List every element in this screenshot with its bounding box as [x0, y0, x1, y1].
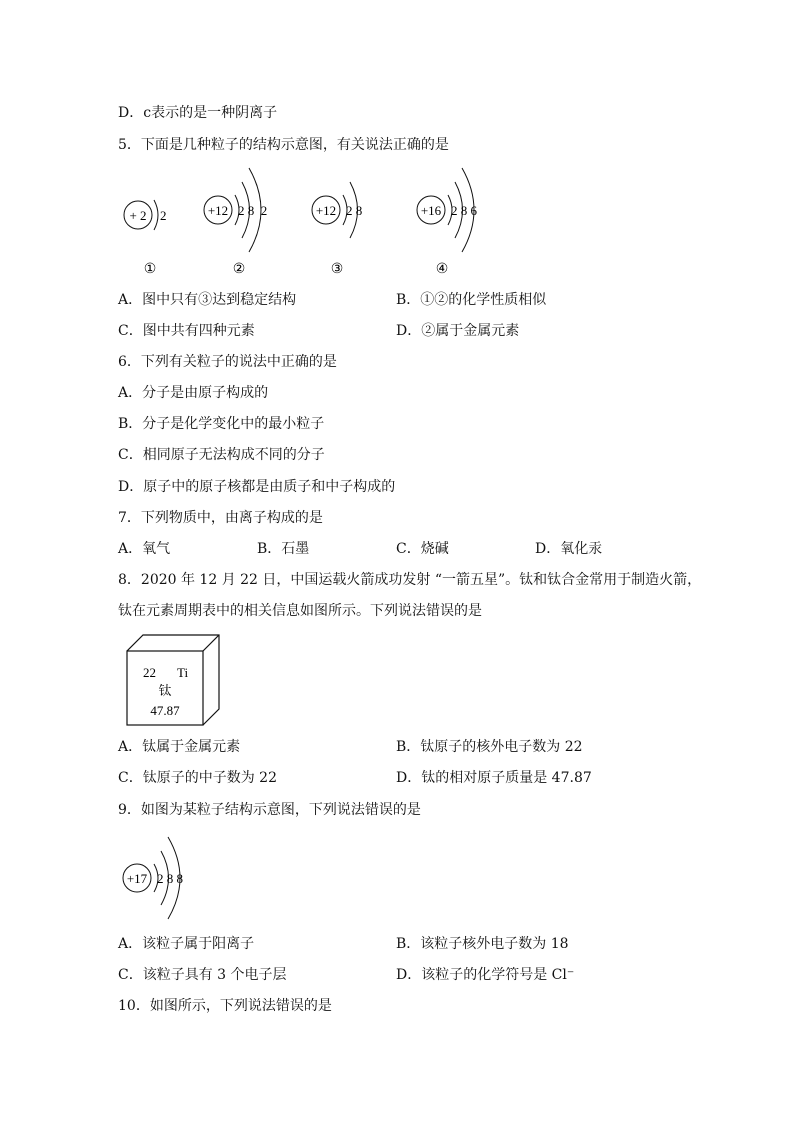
- q7-option-b: B．石墨: [257, 541, 310, 557]
- q10-stem: 10．如图所示，下列说法错误的是: [118, 998, 332, 1014]
- atom-diagram-4: [417, 168, 478, 277]
- q7-options: [118, 540, 718, 558]
- q6-option-a: A．分子是由原子构成的: [118, 385, 269, 401]
- q5-stem: 5．下面是几种粒子的结构示意图，有关说法正确的是: [118, 137, 449, 153]
- element-atomic-number: 22: [143, 665, 156, 680]
- q5-atom-diagrams: [118, 162, 498, 282]
- q8-option-a: A．钛属于金属元素: [118, 739, 241, 755]
- q6-option-b: B．分子是化学变化中的最小粒子: [118, 416, 325, 432]
- element-symbol: Ti: [177, 665, 189, 680]
- atom-4-label: ④: [435, 262, 449, 277]
- q6-stem: 6．下列有关粒子的说法中正确的是: [118, 354, 337, 370]
- element-name: 钛: [158, 683, 172, 698]
- q8-stem-line-2: 钛在元素周期表中的相关信息如图所示。下列说法错误的是: [118, 603, 482, 619]
- q9-option-c: C．该粒子具有 3 个电子层: [118, 967, 287, 983]
- atom-diagram-2: [204, 168, 267, 277]
- q7-stem: 7．下列物质中，由离子构成的是: [118, 510, 323, 526]
- q5-option-a: A．图中只有③达到稳定结构: [118, 292, 297, 308]
- q9-atom-diagram: [118, 830, 208, 926]
- atom-4-electrons: 2 8 6: [451, 203, 477, 218]
- atom-2-nucleus: +12: [207, 203, 229, 218]
- atom-3-label: ③: [330, 262, 344, 277]
- atom-diagram-3: [312, 182, 362, 277]
- atom-4-nucleus: +16: [420, 203, 442, 218]
- q9-option-a: A．该粒子属于阳离子: [118, 936, 255, 952]
- q9-option-d: D．该粒子的化学符号是 Cl⁻: [396, 967, 575, 983]
- q7-option-a: A．氧气: [118, 541, 171, 557]
- q7-option-c: C．烧碱: [396, 541, 449, 557]
- q4-option-d: D．c表示的是一种阴离子: [118, 105, 278, 121]
- q6-option-d: D．原子中的原子核都是由质子和中子构成的: [118, 479, 396, 495]
- atom-3-nucleus: +12: [315, 203, 337, 218]
- atom-1-label: ①: [143, 262, 157, 277]
- atom-2-label: ②: [232, 262, 246, 277]
- atom-1-nucleus: + 2: [129, 208, 147, 223]
- q5-option-b: B．①②的化学性质相似: [396, 292, 547, 308]
- atom-1-electrons: 2: [160, 208, 167, 223]
- q6-option-c: C．相同原子无法构成不同的分子: [118, 447, 325, 463]
- q8-option-b: B．钛原子的核外电子数为 22: [396, 739, 583, 755]
- q7-option-d: D．氧化汞: [535, 541, 603, 557]
- atom-diagram-1: [124, 200, 167, 277]
- q5-option-d: D．②属于金属元素: [396, 323, 520, 339]
- q9-stem: 9．如图为某粒子结构示意图，下列说法错误的是: [118, 802, 421, 818]
- element-mass: 47.87: [150, 703, 180, 718]
- q8-stem-line-1: 8．2020 年 12 月 22 日，中国运载火箭成功发射 “一箭五星”。钛和钛合金常用于制造火箭，: [118, 572, 702, 588]
- q9-atom-electrons: 2 8 8: [157, 871, 183, 886]
- element-card: [124, 632, 224, 728]
- q9-option-b: B．该粒子核外电子数为 18: [396, 936, 569, 952]
- q9-atom-nucleus: +17: [126, 871, 148, 886]
- q8-option-d: D．钛的相对原子质量是 47.87: [396, 770, 592, 786]
- q8-option-c: C．钛原子的中子数为 22: [118, 770, 277, 786]
- atom-3-electrons: 2 8: [346, 203, 363, 218]
- q5-option-c: C．图中共有四种元素: [118, 323, 255, 339]
- atom-2-electrons: 2 8 2: [238, 203, 268, 218]
